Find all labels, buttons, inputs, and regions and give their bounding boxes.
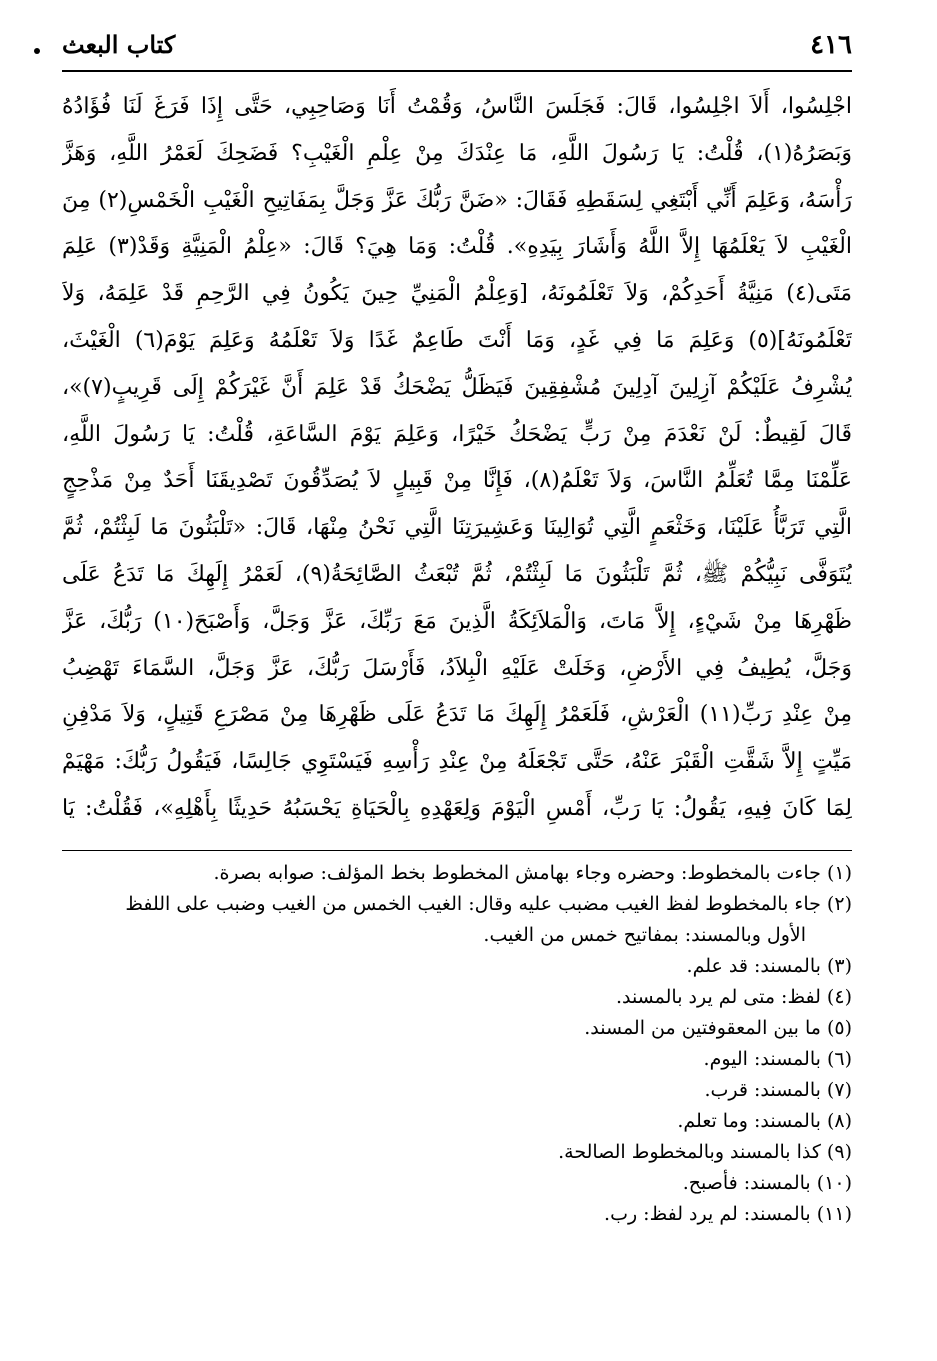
footnotes [62, 858, 852, 1230]
running-title: كتاب البعث [62, 30, 176, 59]
footnote: (٣) بالمسند: قد علم. [686, 955, 852, 977]
footnote: (١) جاءت بالمخطوط: وحضره وجاء بهامش المخطوط بخط المؤلف: صوابه بصرة. [213, 862, 852, 884]
text-line: وَجَلَّ، يُطِيفُ فِي الأَرْضِ، وَخَلَتْ عَلَيْهِ الْبِلاَدُ، فَأَرْسَلَ رَبُّكَ، عَزَّ وَجَلَّ، السَّمَاءَ تَهْضِبُ [62, 655, 852, 681]
margin-dot [34, 48, 40, 54]
text-line: اجْلِسُوا، أَلاَ اجْلِسُوا، قَالَ: فَجَلَسَ النَّاسُ، وَقُمْتُ أَنَا وَصَاحِبِي، حَتَّى إِذَا فَرَغَ لَنَا فُؤَادُهُ [62, 94, 852, 119]
text-line: ظَهْرِهَا مِنْ شَيْءٍ، إِلاَّ مَاتَ، وَالْمَلاَئِكَةُ الَّذِينَ مَعَ رَبِّكَ، عَزَّ وَجَلَّ، وَأَصْبَحَ(١٠) رَبُّكَ، عَزَّ [62, 608, 852, 634]
footnote: (٤) لفظ: متى لم يرد بالمسند. [615, 986, 852, 1008]
text-line: لِمَا كَانَ فِيهِ، يَقُولُ: يَا رَبِّ، أَمْسِ الْيَوْمَ وَلِعَهْدِهِ بِالْحَيَاةِ يَحْسَبُهُ حَدِيثًا بِأَهْلِهِ»، فَقُلْتُ: يَا [62, 795, 852, 821]
footnote: (٦) بالمسند: اليوم. [703, 1048, 852, 1070]
footnote: (٧) بالمسند: قرب. [704, 1079, 852, 1101]
text-line: تَعْلَمُونَهُ](٥) وَعَلِمَ مَا فِي غَدٍ، وَمَا أَنْتَ طَاعِمٌ غَدًا وَلاَ تَعْلَمُهُ وَعَلِمَ يَوْمَ(٦) الْغَيْثَ، [62, 327, 852, 353]
main-text [62, 84, 852, 833]
text-line: وَبَصَرُهُ(١)، قُلْتُ: يَا رَسُولَ اللَّهِ، مَا عِنْدَكَ مِنْ عِلْمِ الْغَيْبِ؟ فَضَحِكَ لَعَمْرُ اللَّهِ، وَهَزَّ [62, 140, 852, 166]
page-number: ٤١٦ [810, 30, 852, 60]
footnote: (٩) كذا بالمسند وبالمخطوط الصالحة. [558, 1141, 852, 1163]
text-line: مَتَى(٤) مَنِيَّةُ أَحَدِكُمْ، وَلاَ تَعْلَمُونَهُ، [وَعِلْمُ الْمَنِيِّ حِينَ يَكُونُ فِي الرَّحِمِ قَدْ عَلِمَهُ، وَلاَ [62, 281, 852, 307]
footnote-rule [62, 850, 852, 851]
text-line: قَالَ لَقِيطٌ: لَنْ نَعْدَمَ مِنْ رَبٍّ يَضْحَكُ خَيْرًا، وَعَلِمَ يَوْمَ السَّاعَةِ، قُلْتُ: يَا رَسُولَ اللَّهِ، [62, 421, 852, 447]
text-line: مَيِّتٍ إِلاَّ شَقَّتِ الْقَبْرَ عَنْهُ، حَتَّى تَجْعَلَهُ مِنْ عِنْدِ رَأْسِهِ فَيَسْتَوِي جَالِسًا، فَيَقُولُ رَبُّكَ: مَهْيَمْ [62, 749, 852, 775]
footnote: (٥) ما بين المعقوفتين من المسند. [584, 1017, 852, 1039]
text-line: يُشْرِفُ عَلَيْكُمْ آزِلِينَ آدِلِينَ مُشْفِقِينَ فَيَظَلُّ يَضْحَكُ قَدْ عَلِمَ أَنَّ غَيْرَكُمْ إِلَى قَرِيبٍ(٧)»، [62, 374, 852, 400]
footnote-continuation: الأول وبالمسند: بمفاتيح خمس من الغيب. [483, 924, 806, 946]
footnote: (٢) جاء بالمخطوط لفظ الغيب مضبب عليه وقال: الغيب الخمس من الغيب وضبب على اللفظ [125, 893, 852, 915]
text-line: رَأْسَهُ، وَعَلِمَ أَنِّي أَبْتَغِي لِسَقَطِهِ فَقَالَ: «ضَنَّ رَبُّكَ عَزَّ وَجَلَّ بِمَفَاتِيحِ الْغَيْبِ الْخَمْسِ(٢) مِنَ [62, 187, 852, 213]
text-line: مِنْ عِنْدِ رَبِّ(١١) الْعَرْشِ، فَلَعَمْرُ إِلَهِكَ مَا تَدَعُ عَلَى ظَهْرِهَا مِنْ مَصْرَعِ قَتِيلٍ، وَلاَ مَدْفِنِ [62, 702, 852, 728]
text-line: الْغَيْبِ لاَ يَعْلَمُهَا إِلاَّ اللَّهُ وَأَشَارَ بِيَدِهِ». قُلْتُ: وَمَا هِيَ؟ قَالَ: «عِلْمُ الْمَنِيَّةِ وَقَدْ(٣) عَلِمَ [62, 234, 852, 260]
footnote: (١٠) بالمسند: فأصبح. [682, 1172, 852, 1194]
footnote: (١١) بالمسند: لم يرد لفظ: رب. [604, 1203, 852, 1225]
page-header [62, 26, 852, 66]
text-line: عَلِّمْنَا مِمَّا تُعَلِّمُ النَّاسَ، وَلاَ تَعْلَمُ(٨)، فَإِنَّا مِنْ قَبِيلٍ لاَ يُصَدِّقُونَ تَصْدِيقَنَا أَحَدٌ مِنْ مَذْحِجٍ [62, 468, 852, 494]
text-line: الَّتِي تَرَبَّأُ عَلَيْنَا، وَخَثْعَمٍ الَّتِي تُوَالِينَا وَعَشِيرَتِنَا الَّتِي نَحْنُ مِنْهَا، قَالَ: «تَلْبَثُونَ مَا لَبِثْتُمْ، ثُمَّ [62, 515, 852, 541]
text-line: يُتَوَفَّى نَبِيُّكُمْ ﷺ، ثُمَّ تَلْبَثُونَ مَا لَبِثْتُمْ، ثُمَّ تُبْعَثُ الصَّائِحَةُ(٩)، لَعَمْرُ إِلَهِكَ مَا تَدَعُ عَلَى [62, 561, 852, 587]
header-rule [62, 70, 852, 72]
footnote: (٨) بالمسند: وما تعلم. [677, 1110, 852, 1132]
